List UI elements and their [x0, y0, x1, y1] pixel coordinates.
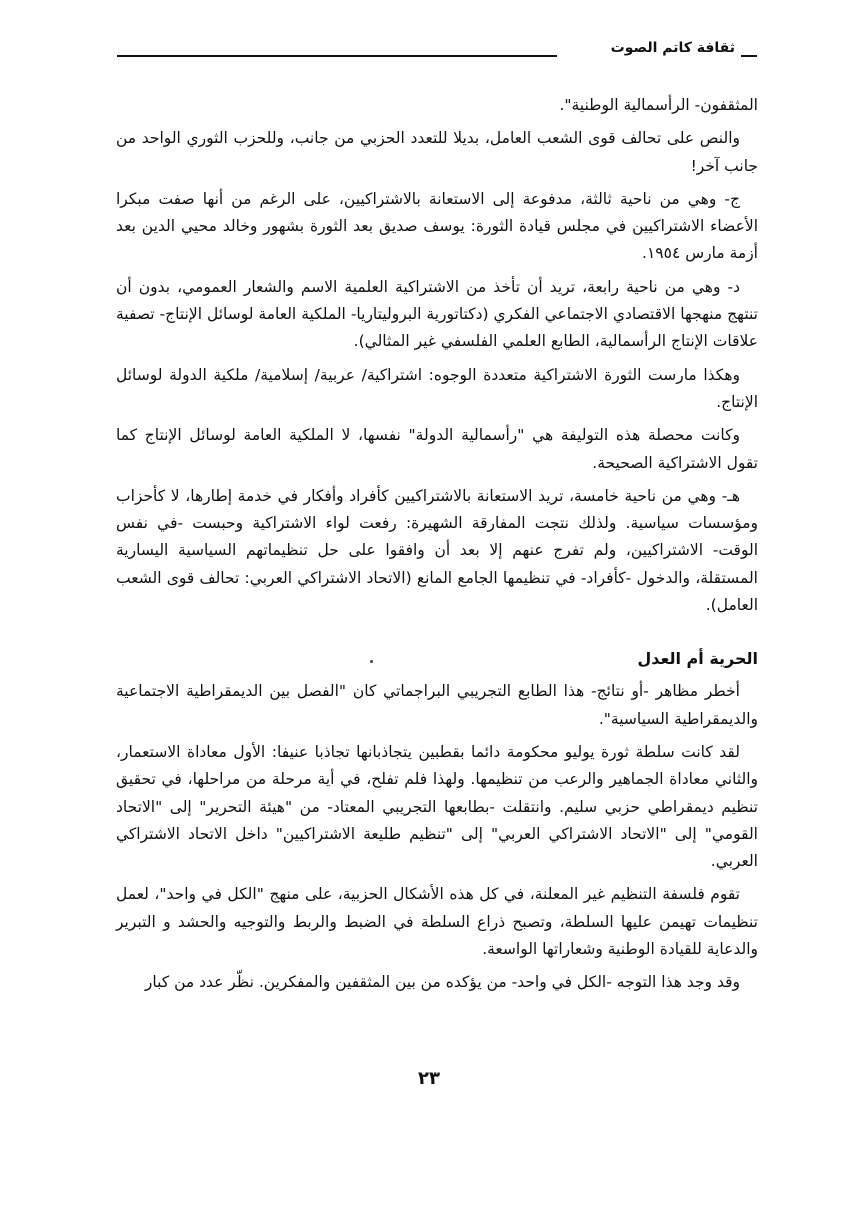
header-rule-left: [117, 55, 557, 57]
header-rule-right: [741, 55, 757, 57]
paragraph: لقد كانت سلطة ثورة يوليو محكومة دائما بقطبين يتجاذبانها تجاذبا عنيفا: الأول معاداة الاستعمار، والثاني معاداة الجماهير والرعب من تنظيمها. ولهذا فلم تفلح، في أية مرحلة من مراحلها، في تحقيق تنظيم ديمقراطي حزبي سليم. وانتقلت -بطابعها التجريبي المعتاد- من "هيئة التحرير" إلى "الاتحاد القومي" إلى "الاتحاد الاشتراكي العربي" إلى "تنظيم طليعة الاشتراكيين" داخل الاتحاد الاشتراكي العربي.: [116, 742, 758, 871]
scan-speck: [370, 660, 373, 663]
paragraph: أخطر مظاهر -أو نتائج- هذا الطابع التجريبي البراجماتي كان "الفصل بين الديمقراطية الاجتماعية والديمقراطية السياسية".: [116, 682, 758, 728]
paragraph: تقوم فلسفة التنظيم غير المعلنة، في كل هذه الأشكال الحزبية، على منهج "الكل في واحد"، لعمل تنظيمات تهيمن عليها السلطة، وتصبح ذراع السلطة في الضبط والربط والتوجيه والحشد و التبرير والدعاية للقيادة الوطنية وشعاراتها الواسعة.: [116, 885, 758, 959]
running-header: [117, 38, 757, 68]
paragraph: المثقفون- الرأسمالية الوطنية".: [559, 96, 758, 114]
paragraph: وهكذا مارست الثورة الاشتراكية متعددة الوجوه: اشتراكية/ عربية/ إسلامية/ ملكية الدولة لوسائل الإنتاج.: [116, 365, 758, 411]
body-text: [116, 92, 758, 1003]
paragraph: وكانت محصلة هذه التوليفة هي "رأسمالية الدولة" نفسها، لا الملكية العامة لوسائل الإنتاج كما تقول الاشتراكية الصحيحة.: [116, 426, 758, 472]
list-item-paragraph: هـ- وهي من ناحية خامسة، تريد الاستعانة بالاشتراكيين كأفراد وأفكار في خدمة إطارها، لا كأحزاب ومؤسسات سياسية. ولذلك نتجت المفارقة الشهيرة: رفعت لواء الاشتراكية وحبست -في نفس الوقت- الاشتراكيين، ولم تفرج عنهم إلا بعد أن وافقوا على حل تنظيماتهم السياسية اليسارية المستقلة، والدخول -كأفراد- في تنظيمها الجامع المانع (الاتحاد الاشتراكي العربي: تحالف قوى الشعب العامل).: [116, 486, 758, 615]
paragraph: وقد وجد هذا التوجه -الكل في واحد- من يؤكده من بين المثقفين والمفكرين. نظّر عدد من كبار: [144, 973, 740, 992]
page-number: ٢٣: [418, 1068, 440, 1089]
list-item-paragraph: ج- وهي من ناحية ثالثة، مدفوعة إلى الاستعانة بالاشتراكيين، على الرغم من أنها صفت مبكرا الأعضاء الاشتراكيين في مجلس قيادة الثورة: يوسف صديق بعد الثورة بشهور وخالد محيي الدين بعد أزمة مارس ١٩٥٤.: [116, 189, 758, 263]
section-heading: الحرية أم العدل: [637, 649, 758, 669]
running-title: ثقافة كاتم الصوت: [610, 40, 735, 56]
paragraph: والنص على تحالف قوى الشعب العامل، بديلا للتعدد الحزبي من جانب، وللحزب الثوري الواحد من جانب آخر!: [116, 129, 758, 175]
list-item-paragraph: د- وهي من ناحية رابعة، تريد أن تأخذ من الاشتراكية العلمية الاسم والشعار العمومي، بدون أن تنتهج منهجها الاقتصادي الاجتماعي الفكري (دكتاتورية البروليتاريا- الملكية العامة لوسائل الإنتاج- تصفية علاقات الإنتاج الرأسمالية، الطابع العلمي الفلسفي غير المثالي).: [116, 277, 758, 351]
